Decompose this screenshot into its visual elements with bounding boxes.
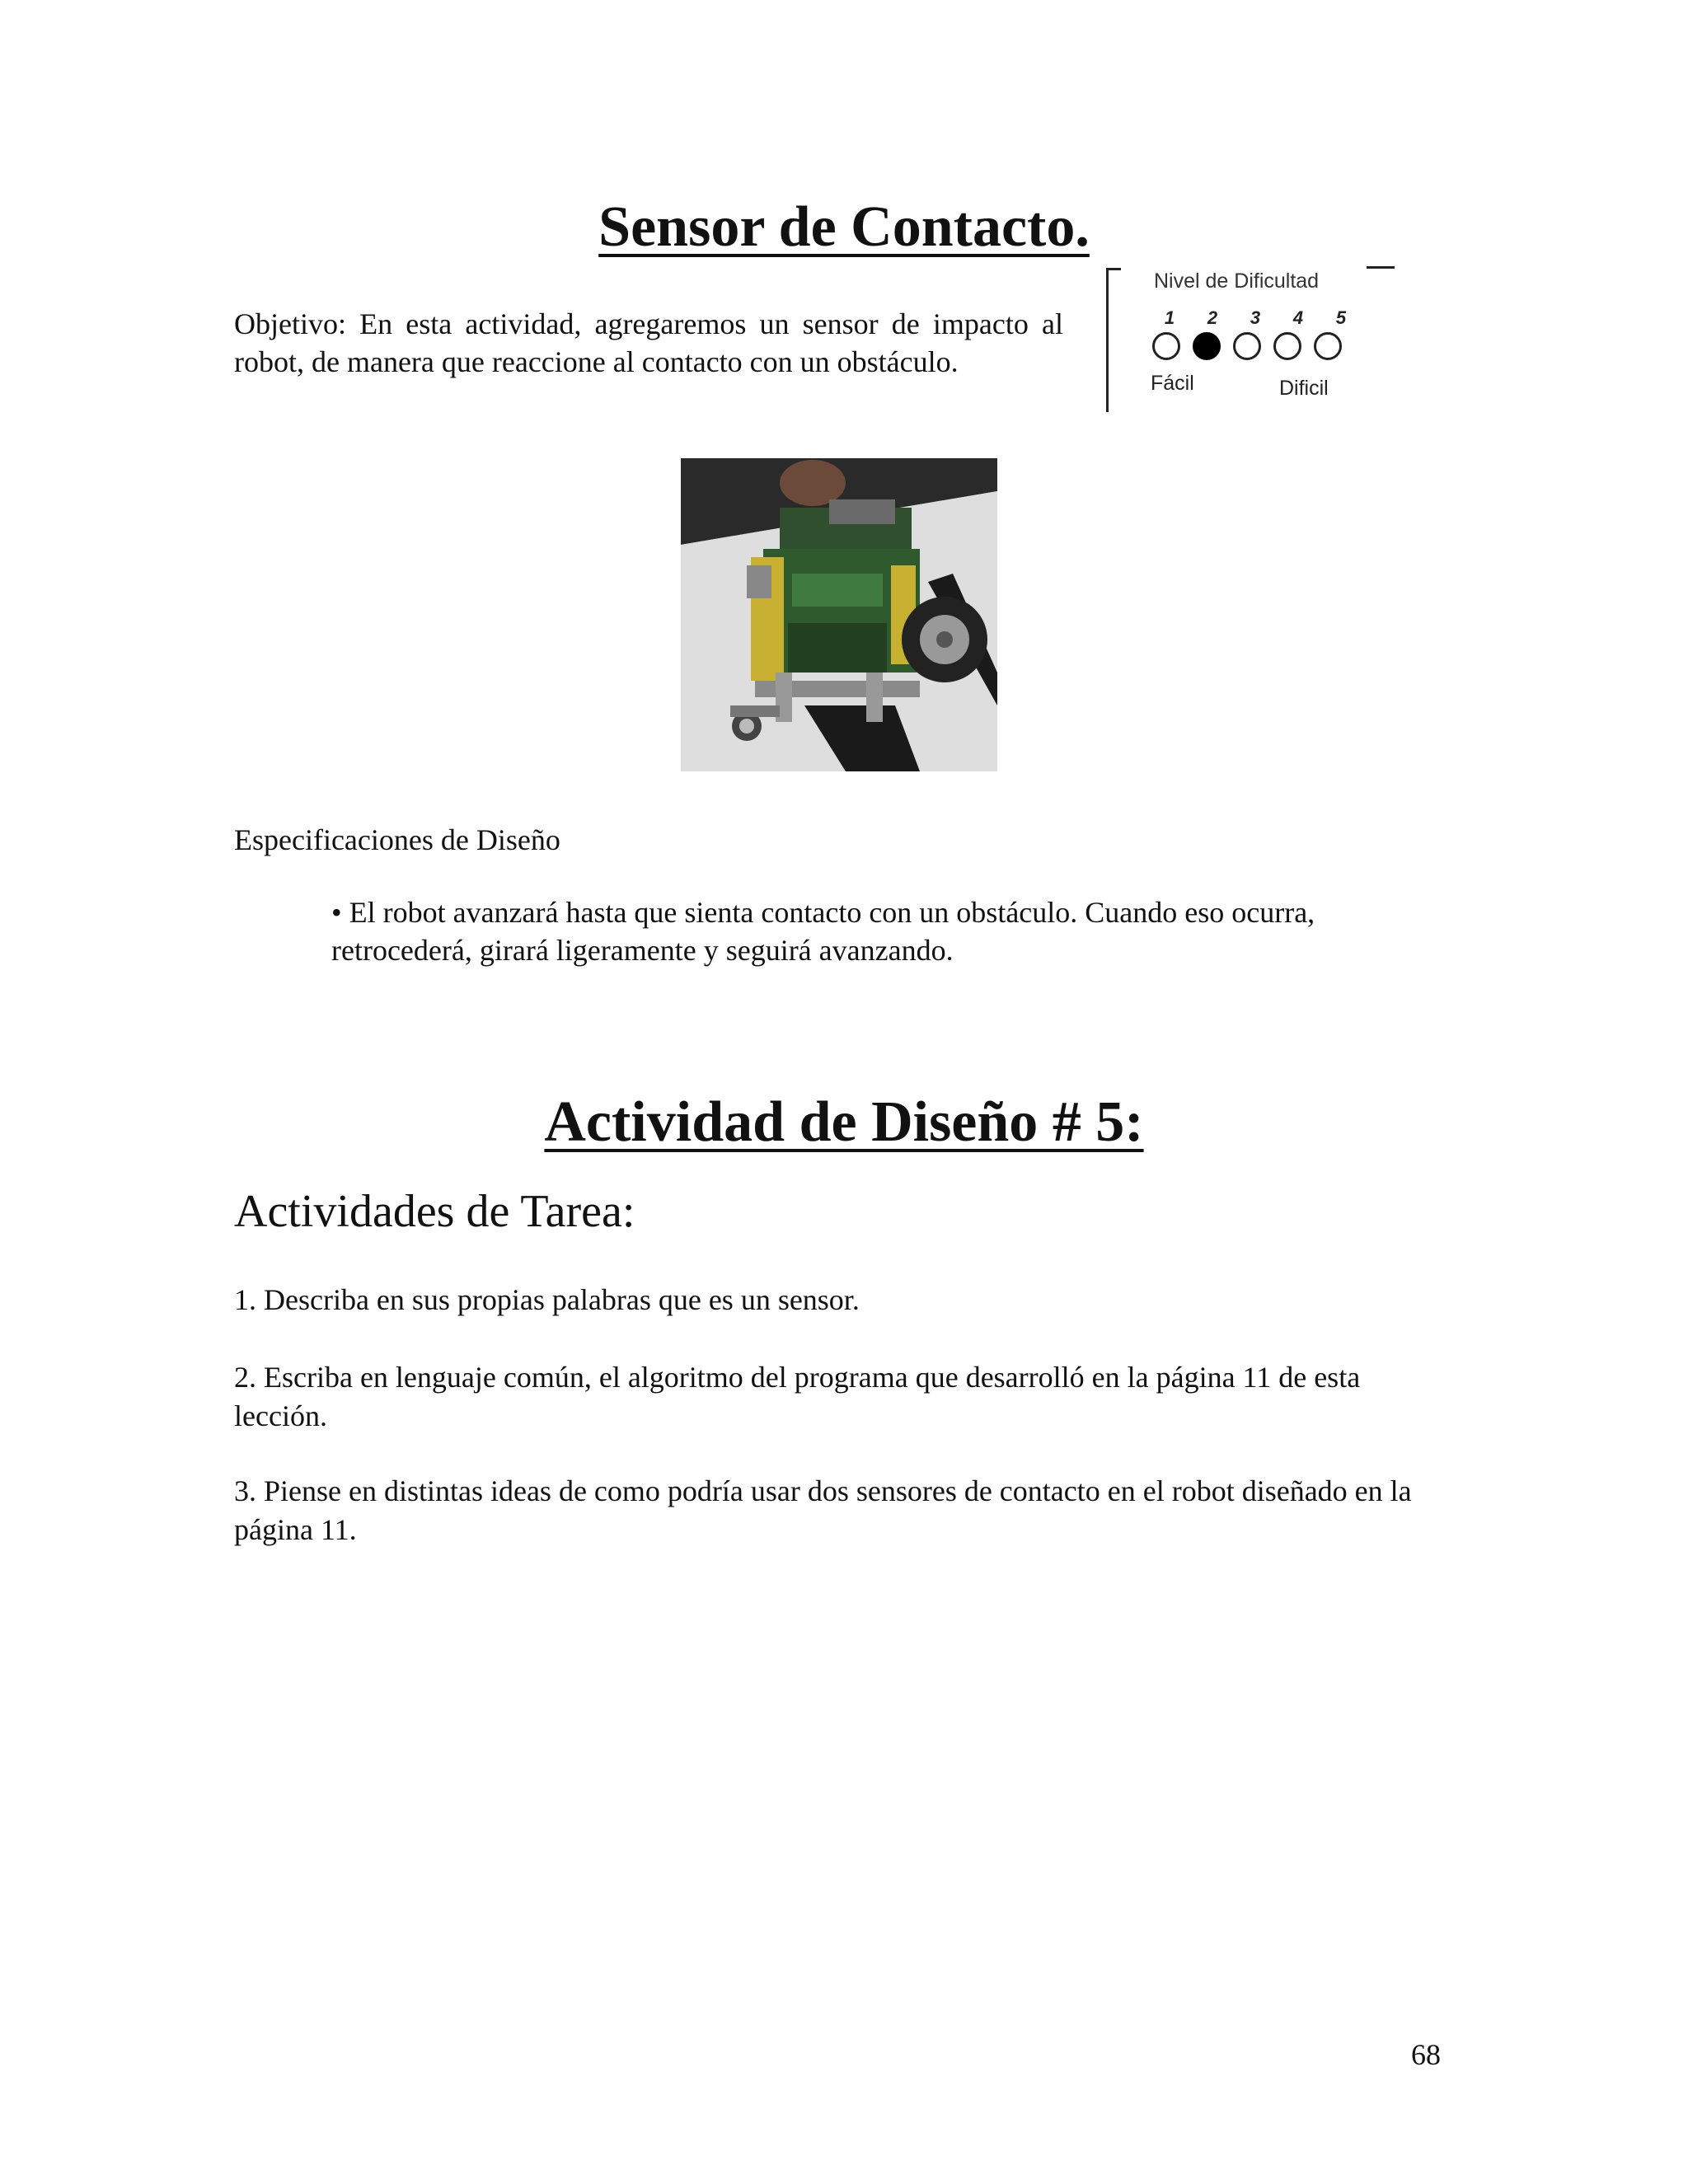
task-item: 2. Escriba en lenguaje común, el algoritmo del programa que desarrolló en la página 11 de esta lección.: [234, 1361, 1361, 1432]
dash-divider: [1367, 266, 1395, 269]
difficulty-number: 3: [1250, 307, 1261, 328]
difficulty-circle-3: [1233, 332, 1261, 360]
bracket-divider: [1106, 268, 1121, 270]
page-title: Sensor de Contacto.: [598, 195, 1090, 259]
difficulty-circle-5: [1314, 332, 1342, 360]
difficulty-numbers: [1148, 307, 1387, 329]
objective-paragraph: Objetivo: En esta actividad, agregaremos un sensor de impacto al robot, de manera que reaccione al contacto con un obstáculo.: [234, 307, 1063, 378]
robot-photo: [681, 458, 997, 771]
difficulty-number: 5: [1335, 307, 1347, 328]
difficulty-circle-1: [1152, 332, 1180, 360]
difficulty-hard-label: Dificil: [1279, 377, 1329, 400]
difficulty-easy-label: Fácil: [1151, 372, 1194, 395]
robot-illustration: [681, 458, 997, 771]
task-item: 3. Piense en distintas ideas de como podría usar dos sensores de contacto en el robot diseñado en la página 11.: [234, 1474, 1412, 1546]
difficulty-number: 2: [1207, 307, 1218, 328]
specifications-heading: Especificaciones de Diseño: [234, 823, 560, 856]
difficulty-number: 4: [1292, 307, 1304, 328]
difficulty-number: 1: [1164, 307, 1175, 328]
tasks-heading: Actividades de Tarea:: [234, 1186, 635, 1237]
difficulty-circles: [1152, 332, 1354, 360]
difficulty-title: Nivel de Dificultad: [1154, 269, 1320, 293]
section-title: Actividad de Diseño # 5:: [544, 1090, 1144, 1154]
page-number: 68: [1411, 2038, 1441, 2071]
difficulty-level-widget: [1104, 260, 1409, 416]
difficulty-circle-4: [1273, 332, 1301, 360]
task-item: 1. Describa en sus propias palabras que es un sensor.: [234, 1283, 860, 1316]
bracket-divider: [1106, 268, 1109, 412]
specification-bullet: • El robot avanzará hasta que sienta contacto con un obstáculo. Cuando eso ocurra, retrocederá, girará ligeramente y seguirá avanzando.: [331, 896, 1315, 967]
difficulty-circle-2: [1193, 332, 1221, 360]
